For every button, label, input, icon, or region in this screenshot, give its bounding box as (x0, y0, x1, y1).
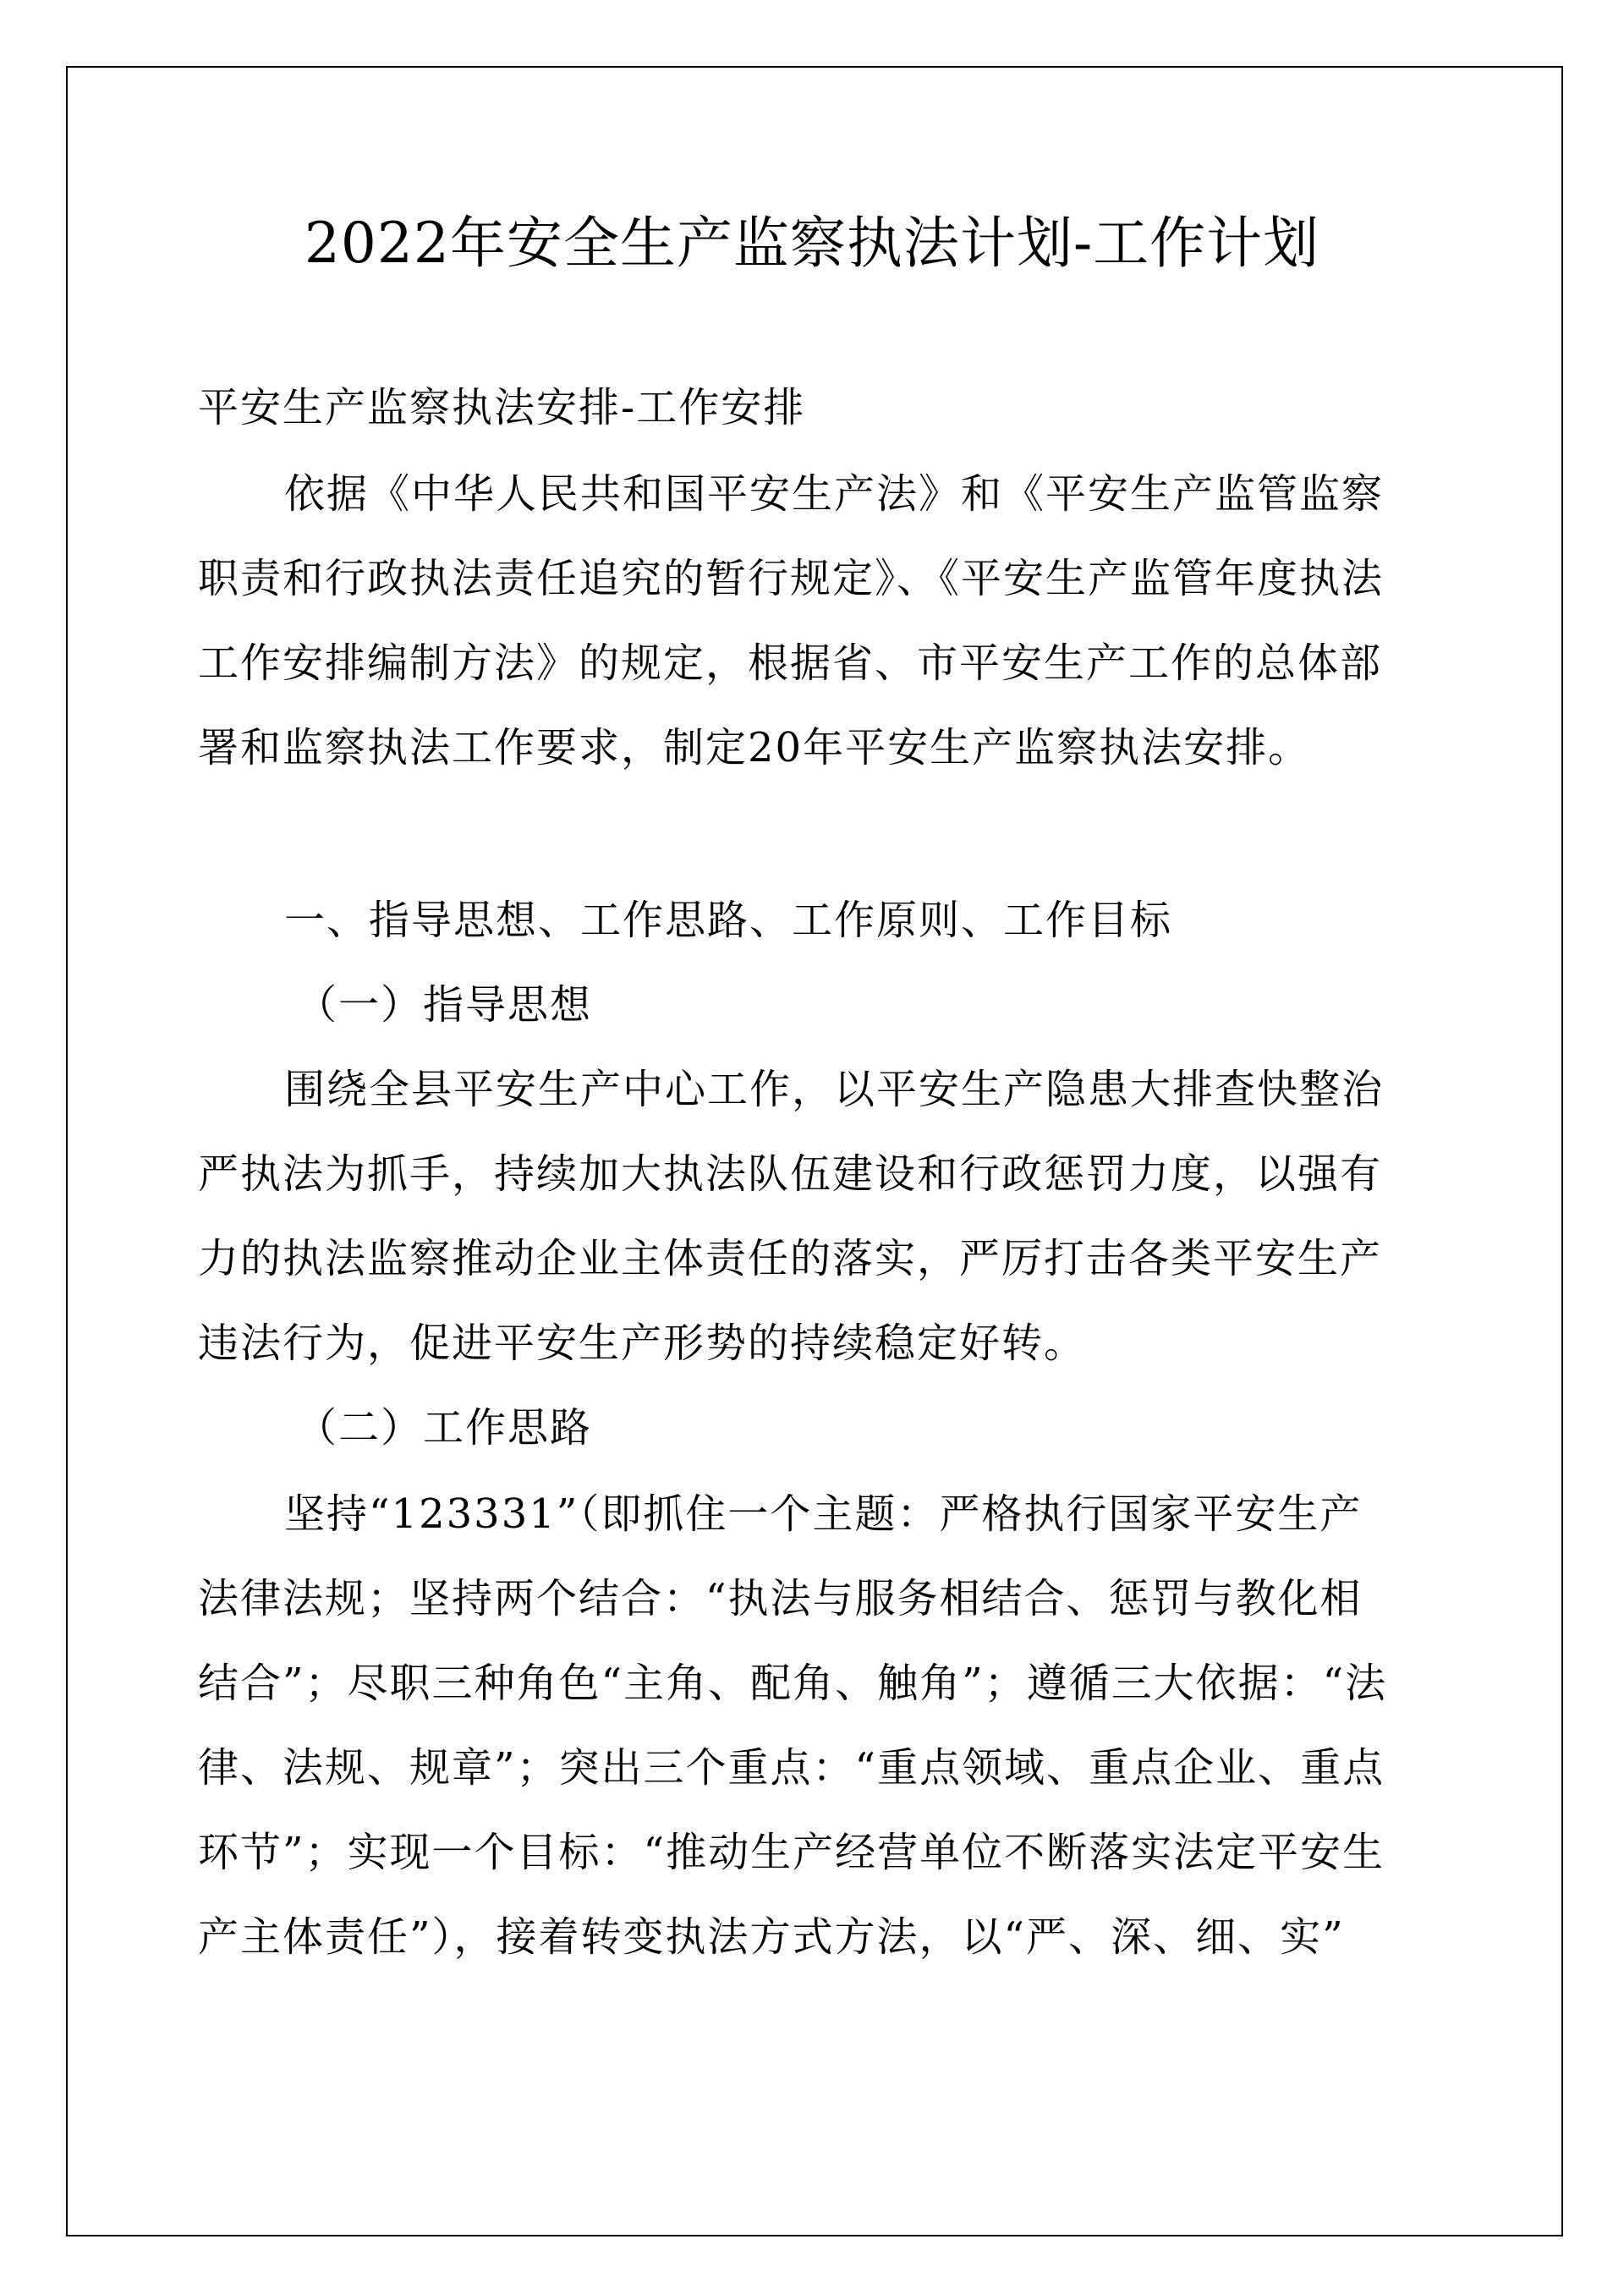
paragraph-line: 严执法为抓手，持续加大执法队伍建设和行政惩罚力度，以强有 (198, 1150, 1383, 1198)
paragraph-line: 环节”；实现一个目标：“推动生产经营单位不断落实法定平安生 (198, 1829, 1385, 1876)
paragraph-line: 工作安排编制方法》的规定，根据省、市平安生产工作的总体部 (198, 639, 1383, 687)
paragraph-line: 违法行为，促进平安生产形势的持续稳定好转。 (198, 1320, 1087, 1367)
paragraph-line: 律、法规、规章”；突出三个重点：“重点领域、重点企业、重点 (198, 1744, 1385, 1792)
paragraph-line: 结合”；尽职三种角色“主角、配角、触角”；遵循三大依据：“法 (198, 1660, 1388, 1707)
paragraph-line: 法律法规；坚持两个结合：“执法与服务相结合、惩罚与教化相 (198, 1575, 1363, 1622)
document-title: 2022年安全生产监察执法计划-工作计划 (304, 211, 1320, 276)
heading-level-1: 一、指导思想、工作思路、工作原则、工作目标 (284, 897, 1173, 944)
paragraph-line: 力的执法监察推动企业主体责任的落实，严厉打击各类平安生产 (198, 1235, 1383, 1282)
heading-level-2: （一）指导思想 (296, 981, 593, 1029)
paragraph-line: 产主体责任”），接着转变执法方式方法，以“严、深、细、实” (198, 1913, 1345, 1961)
section-heading: 平安生产监察执法安排-工作安排 (198, 384, 806, 431)
heading-level-2: （二）工作思路 (296, 1404, 593, 1452)
paragraph-line: 围绕全县平安生产中心工作，以平安生产隐患大排查快整治 (284, 1066, 1385, 1113)
paragraph-line: 坚持“123331”（即抓住一个主题：严格执行国家平安生产 (284, 1490, 1363, 1538)
paragraph-line: 依据《中华人民共和国平安生产法》和《平安生产监管监察 (284, 470, 1385, 518)
paragraph-line: 署和监察执法工作要求，制定20年平安生产监察执法安排。 (198, 724, 1311, 771)
paragraph-line: 职责和行政执法责任追究的暂行规定》、《平安生产监管年度执法 (198, 555, 1385, 602)
